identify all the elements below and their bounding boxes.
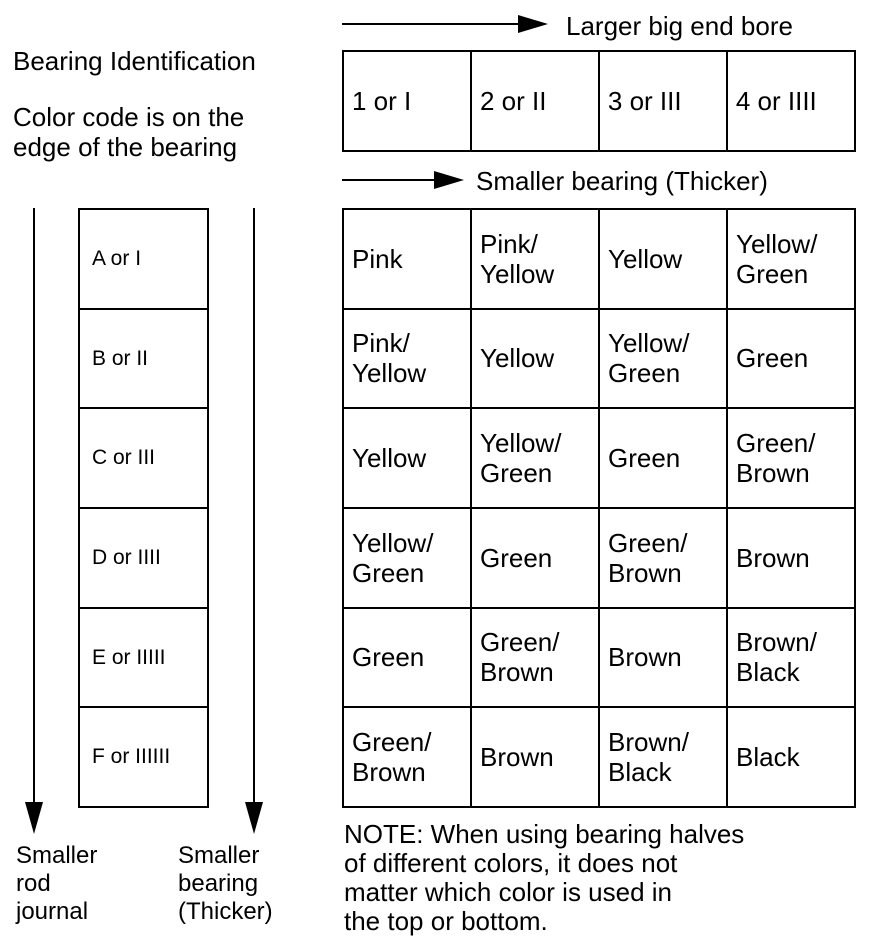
color-cell: Yellow: [471, 309, 599, 409]
journal-code-cell: B or II: [80, 310, 207, 410]
color-cell: Green: [727, 309, 855, 409]
color-cell: Green/ Brown: [471, 608, 599, 708]
journal-code-cell: C or III: [80, 409, 207, 509]
journal-code-column: [78, 208, 209, 808]
bore-code-cell: 3 or III: [599, 51, 727, 151]
color-cell: Brown/ Black: [599, 707, 727, 807]
journal-code-cell: E or IIIII: [80, 609, 207, 709]
color-cell: Green/ Brown: [727, 408, 855, 508]
journal-arrow-icon: [22, 208, 46, 836]
color-cell: Green: [343, 608, 471, 708]
color-cell: Yellow/ Green: [727, 209, 855, 309]
journal-code-cell: D or IIII: [80, 509, 207, 609]
table-row: [343, 608, 855, 708]
color-cell: Yellow: [599, 209, 727, 309]
bearing-down-arrow-icon: [242, 208, 266, 836]
table-row: [343, 209, 855, 309]
color-cell: Brown: [727, 508, 855, 608]
color-cell: Pink/ Yellow: [343, 309, 471, 409]
bore-code-table: [342, 50, 856, 152]
journal-arrow-label: Smaller rod journal: [16, 842, 98, 925]
table-row: [343, 408, 855, 508]
color-cell: Pink: [343, 209, 471, 309]
table-row: [343, 508, 855, 608]
bore-arrow-icon: [342, 12, 552, 36]
color-code-note: Color code is on the edge of the bearing: [13, 102, 245, 162]
bore-code-cell: 2 or II: [471, 51, 599, 151]
color-cell: Brown: [599, 608, 727, 708]
journal-code-cell: F or IIIIII: [92, 745, 171, 769]
color-cell: Green: [599, 408, 727, 508]
color-cell: Green/ Brown: [343, 707, 471, 807]
color-cell: Brown: [471, 707, 599, 807]
color-cell: Green: [471, 508, 599, 608]
table-row: [343, 309, 855, 409]
bore-code-cell: 1 or I: [343, 51, 471, 151]
color-cell: Black: [727, 707, 855, 807]
bearing-arrow-bottom-label: Smaller bearing (Thicker): [178, 842, 273, 925]
journal-code-cell: A or I: [80, 210, 207, 310]
color-cell: Pink/ Yellow: [471, 209, 599, 309]
usage-note: NOTE: When using bearing halves of different colors, it does not matter which color is used in the top or bottom.: [344, 819, 745, 936]
bearing-arrow-label: Smaller bearing (Thicker): [476, 166, 768, 196]
color-cell: Yellow/ Green: [599, 309, 727, 409]
bore-code-cell: 4 or IIII: [727, 51, 855, 151]
color-cell: Yellow: [343, 408, 471, 508]
color-cell: Yellow/ Green: [471, 408, 599, 508]
color-cell: Green/ Brown: [599, 508, 727, 608]
page-title: Bearing Identification: [13, 46, 256, 76]
bore-arrow-label: Larger big end bore: [566, 11, 793, 41]
bearing-arrow-icon: [342, 168, 467, 192]
table-row: [343, 51, 855, 151]
bearing-color-table: [342, 208, 856, 808]
color-cell: Yellow/ Green: [343, 508, 471, 608]
table-row: [343, 707, 855, 807]
color-cell: Brown/ Black: [727, 608, 855, 708]
